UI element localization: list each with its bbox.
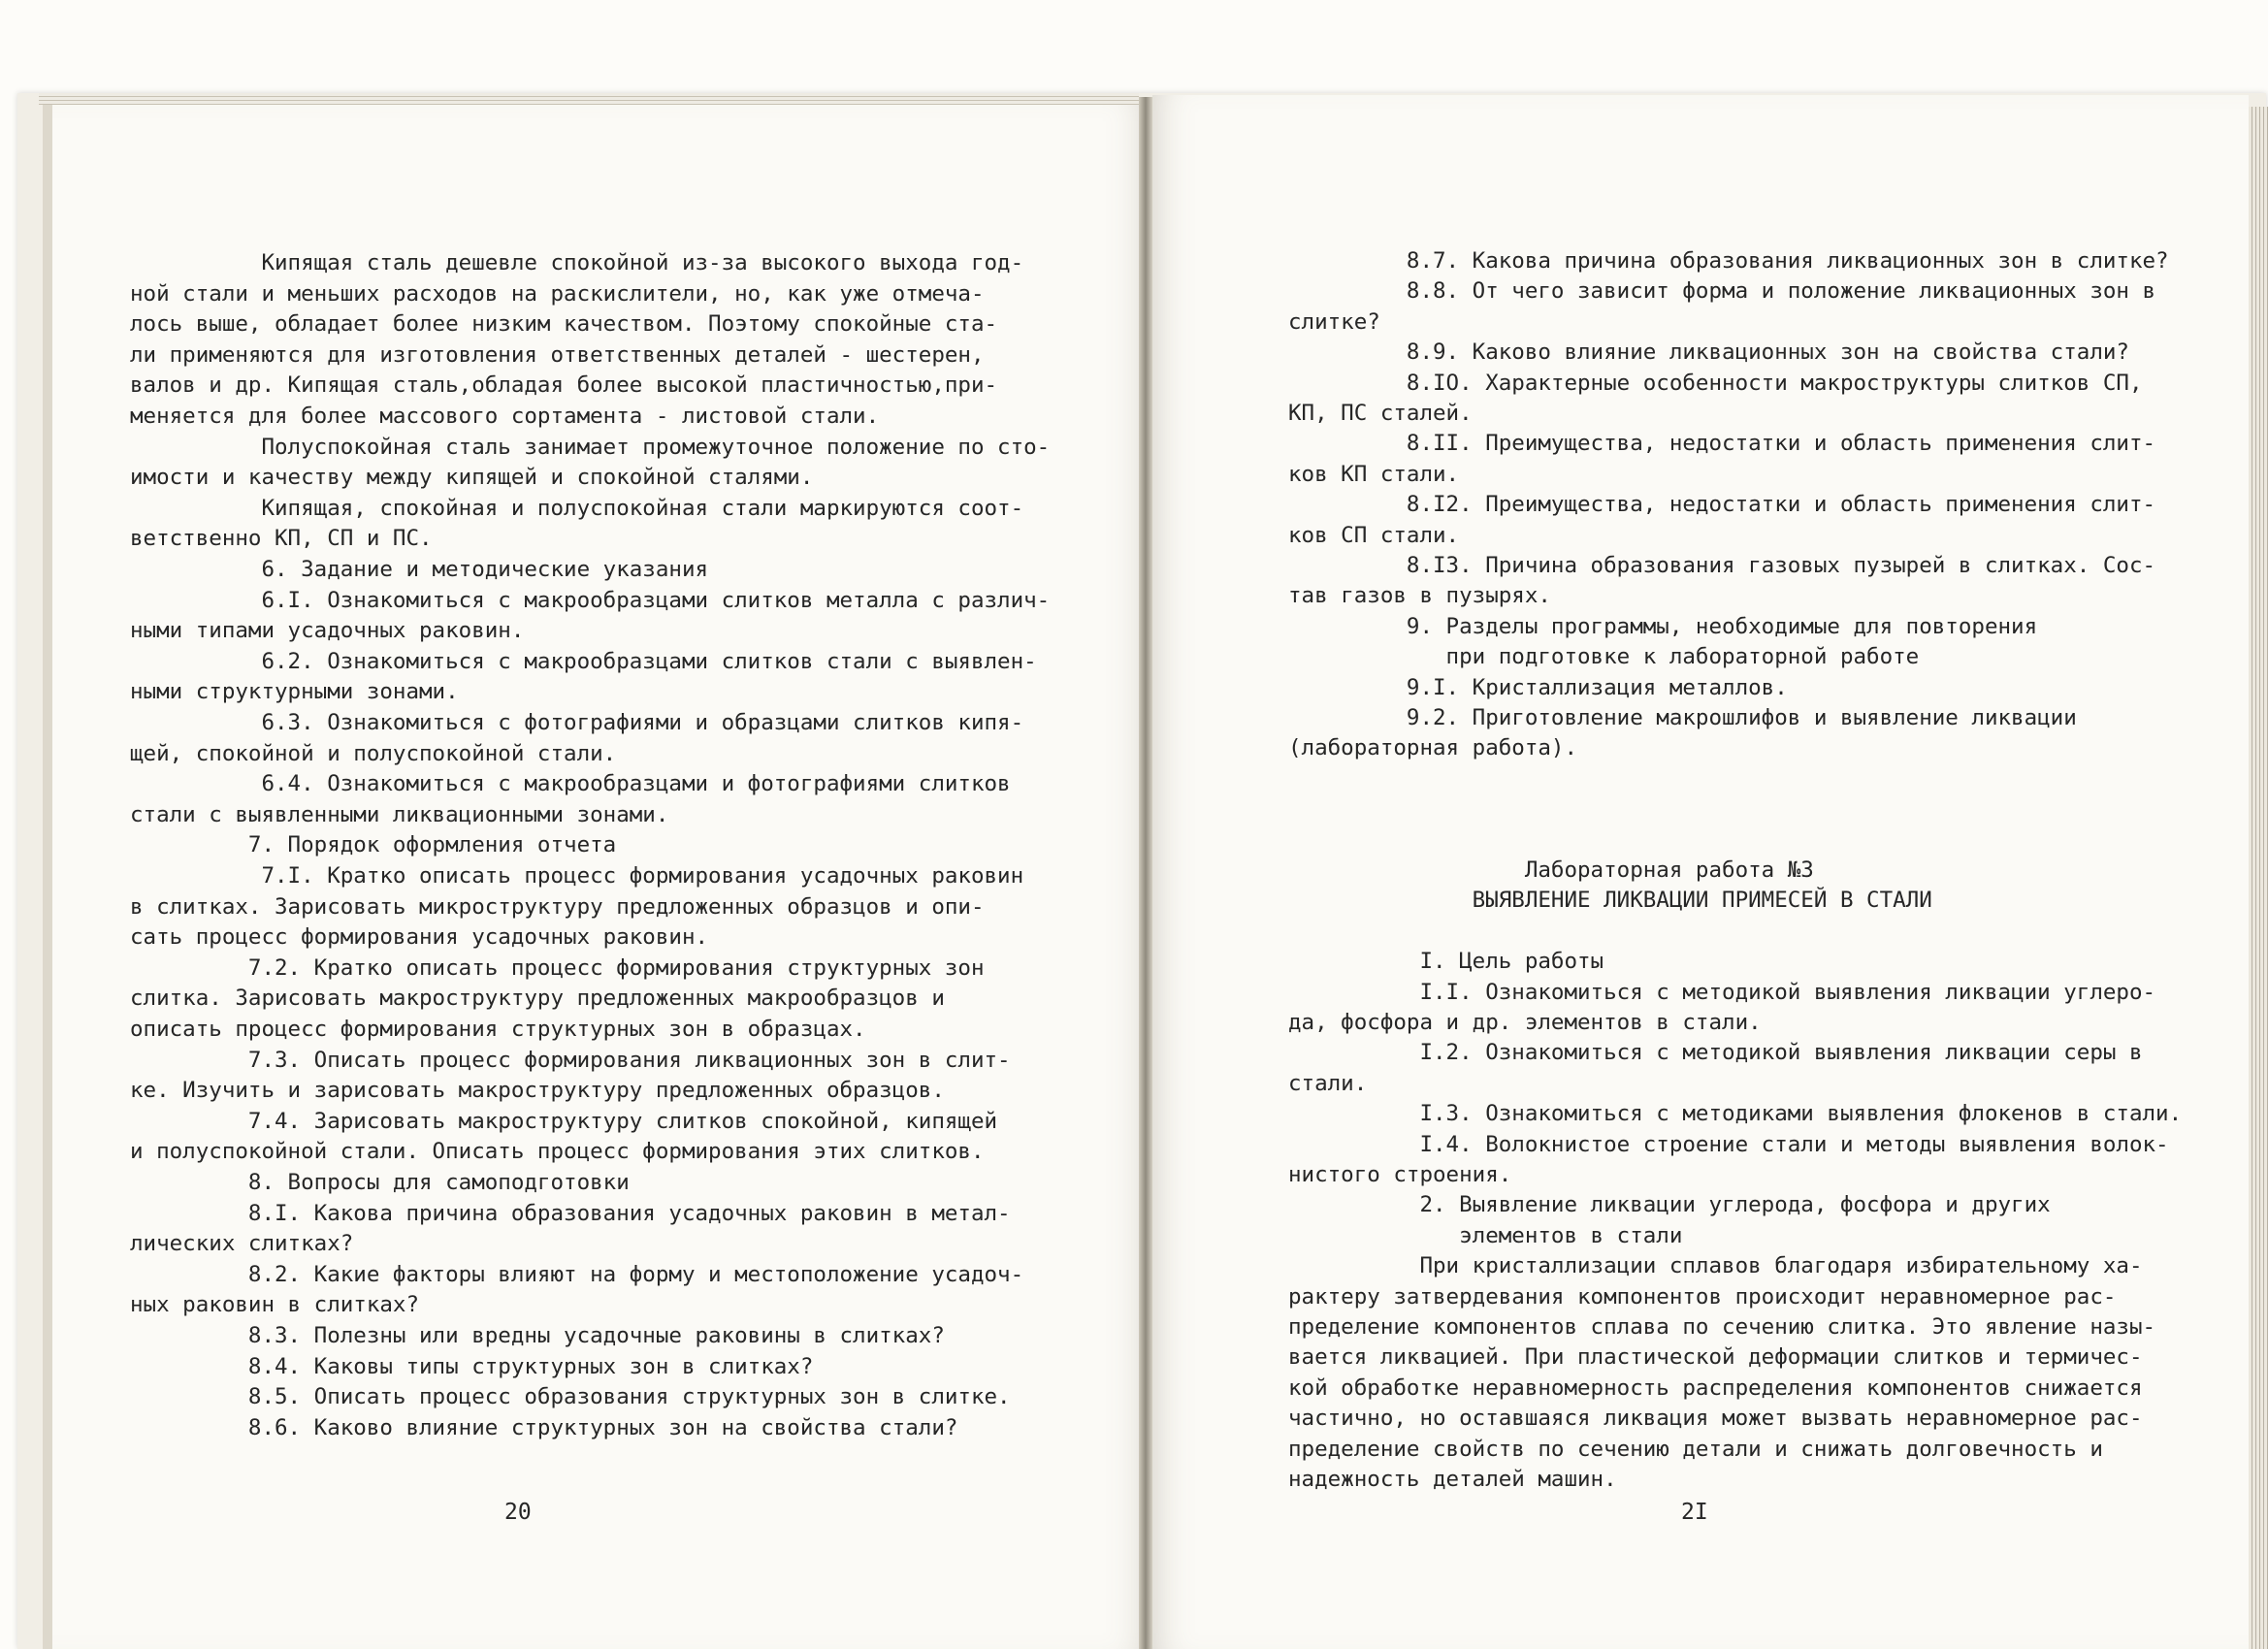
text-line: 8.I3. Причина образования газовых пузырей в слитках. Сос- — [1288, 553, 2156, 578]
text-line: КП, ПС сталей. — [1288, 401, 1473, 426]
text-line: 7.2. Кратко описать процесс формирования структурных зон — [130, 954, 985, 981]
text-line: 7.3. Описать процесс формирования ликвационных зон в слит- — [130, 1047, 1011, 1073]
text-line: имости и качеству между кипящей и спокойной сталями. — [130, 465, 814, 491]
text-line: Кипящая, спокойная и полуспокойная стали маркируются соот- — [130, 495, 1024, 521]
text-line: 2. Выявление ликвации углерода, фосфора и других — [1288, 1192, 2051, 1218]
text-line: сать процесс формирования усадочных раковин. — [130, 924, 709, 951]
text-line: 8.IO. Характерные особенности макроструктуры слитков СП, — [1288, 370, 2143, 396]
text-line: рактеру затвердевания компонентов происходит неравномерное рас- — [1288, 1283, 2117, 1310]
text-line: 8.I2. Преимущества, недостатки и область применения слит- — [1288, 492, 2156, 518]
text-line: и полуспокойной стали. Описать процесс формирования этих слитков. — [130, 1139, 985, 1165]
text-line: 6. Задание и методические указания — [130, 557, 709, 582]
text-line: 8.6. Каково влияние структурных зон на свойства стали? — [130, 1414, 958, 1440]
text-line: ке. Изучить и зарисовать макроструктуру предложенных образцов. — [130, 1078, 945, 1104]
text-line: Лабораторная работа №3 — [1288, 857, 1814, 883]
text-line: частично, но оставшаяся ликвация может вызвать неравномерное рас- — [1288, 1406, 2143, 1432]
text-line: валов и др. Кипящая сталь,обладая более высокой пластичностью,при- — [130, 372, 998, 399]
page-stack-top-edge — [39, 93, 1139, 105]
text-line: 6.4. Ознакомиться с макрообразцами и фотографиями слитков — [130, 771, 1011, 797]
text-line: 7.I. Кратко описать процесс формирования усадочных раковин — [130, 863, 1024, 889]
text-line: 9. Разделы программы, необходимые для повторения — [1288, 613, 2038, 639]
text-line: ными структурными зонами. — [130, 679, 459, 705]
text-line: ной стали и меньших расходов на раскислители, но, как уже отмеча- — [130, 280, 985, 307]
text-line: ВЫЯВЛЕНИЕ ЛИКВАЦИИ ПРИМЕСЕЙ В СТАЛИ — [1288, 888, 1932, 914]
text-line: слитка. Зарисовать макроструктуру предложенных макрообразцов и — [130, 986, 945, 1012]
page-number-right: 2I — [1681, 1500, 1708, 1525]
text-line: щей, спокойной и полуспокойной стали. — [130, 740, 617, 766]
text-line: да, фосфора и др. элементов в стали. — [1288, 1010, 1762, 1035]
text-line: 8.5. Описать процесс образования структурных зон в слитке. — [130, 1384, 1011, 1410]
text-line: пределение компонентов сплава по сечению слитка. Это явление назы- — [1288, 1314, 2156, 1340]
right-page — [1152, 95, 2249, 1649]
text-line: Полуспокойная сталь занимает промежуточное положение по сто- — [130, 434, 1051, 460]
text-line: пределение свойств по сечению детали и снижать долговечность и — [1288, 1436, 2103, 1462]
text-line: 7. Порядок оформления отчета — [130, 832, 617, 858]
text-line: надежность деталей машин. — [1288, 1467, 1617, 1492]
text-line: 6.I. Ознакомиться с макрообразцами слитков металла с различ- — [130, 587, 1051, 613]
text-line: ными типами усадочных раковин. — [130, 618, 525, 644]
text-line: вается ликвацией. При пластической деформации слитков и термичес- — [1288, 1344, 2143, 1371]
page-number-left: 20 — [504, 1500, 532, 1525]
page-stack-right-edge — [2249, 107, 2268, 1649]
text-line: I.4. Волокнистое строение стали и методы выявления волок- — [1288, 1131, 2169, 1157]
text-line: ветственно КП, СП и ПС. — [130, 526, 433, 552]
book-gutter — [1139, 97, 1152, 1649]
left-page — [43, 105, 1149, 1649]
text-line: ков КП стали. — [1288, 461, 1460, 487]
text-line: ных раковин в слитках? — [130, 1292, 420, 1318]
text-line: кой обработке неравномерность распределения компонентов снижается — [1288, 1374, 2143, 1401]
text-line: 8. Вопросы для самоподготовки — [130, 1170, 630, 1195]
text-line: 6.2. Ознакомиться с макрообразцами слитков стали с выявлен- — [130, 648, 1037, 674]
text-line: Кипящая сталь дешевле спокойной из-за высокого выхода год- — [130, 250, 1024, 275]
text-line: стали с выявленными ликвационными зонами. — [130, 801, 669, 827]
text-line: I.2. Ознакомиться с методикой выявления ликвации серы в — [1288, 1040, 2143, 1066]
text-line: 8.9. Каково влияние ликвационных зон на свойства стали? — [1288, 340, 2129, 366]
text-line: описать процесс формирования структурных зон в образцах. — [130, 1017, 866, 1042]
text-line: I. Цель работы — [1288, 949, 1604, 975]
text-line: 8.7. Какова причина образования ликвационных зон в слитке? — [1288, 248, 2169, 274]
text-line: 9.2. Приготовление макрошлифов и выявление ликвации — [1288, 705, 2077, 730]
text-line: 8.2. Какие факторы влияют на форму и местоположение усадоч- — [130, 1261, 1024, 1287]
text-line: лось выше, обладает более низким качеством. Поэтому спокойные ста- — [130, 311, 998, 338]
text-line: при подготовке к лабораторной работе — [1288, 644, 1920, 670]
text-line: 6.3. Ознакомиться с фотографиями и образцами слитков кипя- — [130, 710, 1024, 735]
text-line: I.3. Ознакомиться с методиками выявления флокенов в стали. — [1288, 1101, 2183, 1127]
text-line: 8.4. Каковы типы структурных зон в слитках? — [130, 1353, 814, 1379]
text-line: 7.4. Зарисовать макроструктуру слитков спокойной, кипящей — [130, 1108, 998, 1134]
text-line: тав газов в пузырях. — [1288, 583, 1551, 609]
text-line: 8.8. От чего зависит форма и положение ликвационных зон в — [1288, 278, 2156, 305]
text-line: в слитках. Зарисовать микроструктуру предложенных образцов и опи- — [130, 893, 985, 920]
text-line: 8.II. Преимущества, недостатки и область применения слит- — [1288, 431, 2156, 457]
text-line: (лабораторная работа). — [1288, 735, 1578, 761]
text-line: элементов в стали — [1288, 1222, 1683, 1248]
text-line: лических слитках? — [130, 1231, 354, 1257]
text-line: ли применяются для изготовления ответственных деталей - шестерен, — [130, 341, 985, 368]
text-line: 8.I. Какова причина образования усадочных раковин в метал- — [130, 1200, 1011, 1226]
text-line: I.I. Ознакомиться с методикой выявления ликвации углеро- — [1288, 979, 2156, 1005]
text-line: 9.I. Кристаллизация металлов. — [1288, 674, 1788, 700]
text-line: меняется для более массового сортамента - листовой стали. — [130, 404, 880, 429]
text-line: При кристаллизации сплавов благодаря избирательному ха- — [1288, 1253, 2143, 1279]
text-line: стали. — [1288, 1070, 1368, 1096]
text-line: ков СП стали. — [1288, 522, 1460, 548]
text-line: 8.3. Полезны или вредны усадочные раковины в слитках? — [130, 1323, 945, 1348]
text-line: нистого строения. — [1288, 1162, 1512, 1187]
text-line: слитке? — [1288, 308, 1380, 335]
